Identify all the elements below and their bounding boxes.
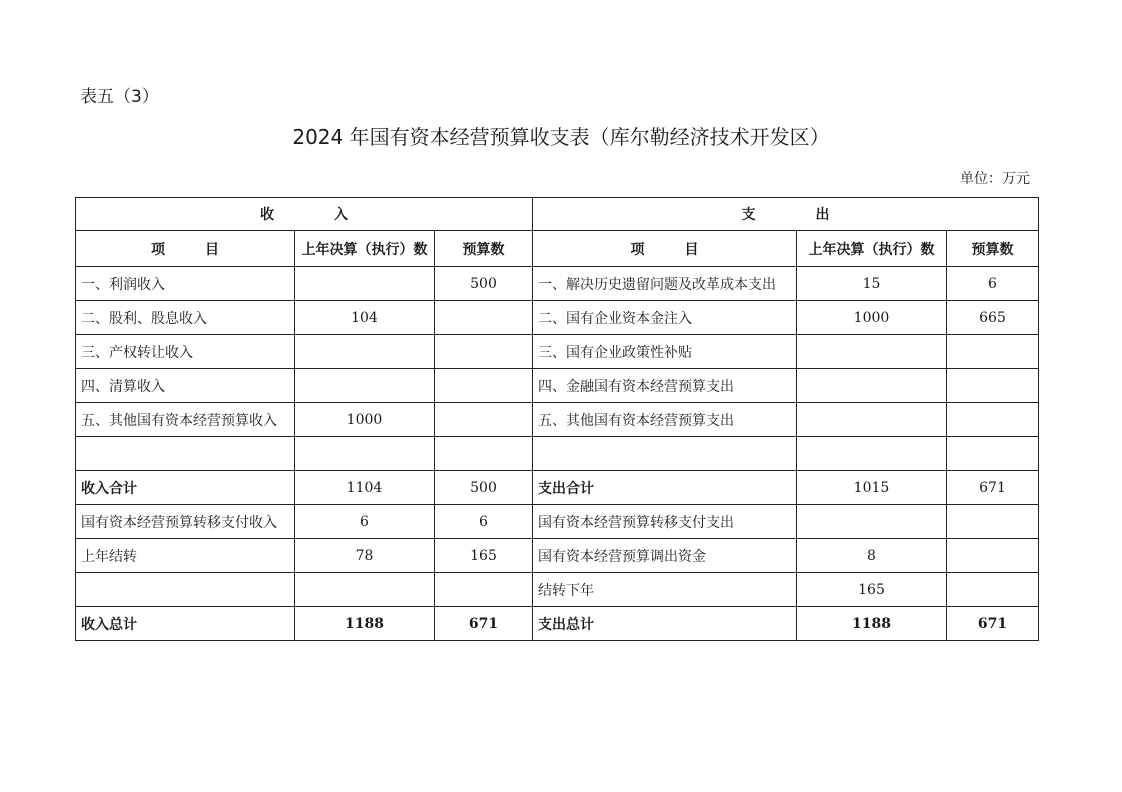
table-row [76,267,1039,301]
income-prev-year-cell [295,573,435,607]
income-item-cell [76,437,295,471]
expense-item-cell: 二、国有企业资本金注入 [533,301,797,335]
income-item-cell: 四、清算收入 [76,369,295,403]
expense-item-cell: 三、国有企业政策性补贴 [533,335,797,369]
income-item-cell [76,573,295,607]
income-budget-cell: 671 [435,607,533,641]
income-item-cell: 五、其他国有资本经营预算收入 [76,403,295,437]
expense-prev-year-cell: 8 [797,539,947,573]
income-item-cell: 上年结转 [76,539,295,573]
expense-prev-year-cell: 1188 [797,607,947,641]
expense-budget-header: 预算数 [947,231,1039,267]
income-item-cell: 收入总计 [76,607,295,641]
table-row [76,403,1039,437]
expense-budget-cell: 6 [947,267,1039,301]
income-item-header: 项目 [76,231,295,267]
income-item-cell: 国有资本经营预算转移支付收入 [76,505,295,539]
income-prev-year-cell [295,267,435,301]
income-budget-cell [435,573,533,607]
expense-item-cell: 国有资本经营预算转移支付支出 [533,505,797,539]
expense-prev-year-cell: 165 [797,573,947,607]
income-budget-cell [435,335,533,369]
expense-budget-cell [947,573,1039,607]
expense-section-header: 支出 [533,198,1039,231]
table-row [76,607,1039,641]
income-item-cell: 二、股利、股息收入 [76,301,295,335]
expense-budget-cell [947,335,1039,369]
expense-item-cell: 支出合计 [533,471,797,505]
expense-prev-year-cell: 15 [797,267,947,301]
table-row [76,573,1039,607]
expense-budget-cell: 671 [947,471,1039,505]
table-row [76,301,1039,335]
income-prev-year-cell: 1188 [295,607,435,641]
income-section-header: 收入 [76,198,533,231]
table-row [76,539,1039,573]
expense-item-cell: 一、解决历史遗留问题及改革成本支出 [533,267,797,301]
income-prev-year-header: 上年决算（执行）数 [295,231,435,267]
income-prev-year-cell [295,335,435,369]
expense-budget-cell [947,539,1039,573]
expense-budget-cell: 665 [947,301,1039,335]
expense-prev-year-cell [797,369,947,403]
income-budget-cell [435,437,533,471]
expense-item-cell [533,437,797,471]
income-budget-header: 预算数 [435,231,533,267]
income-budget-cell: 6 [435,505,533,539]
section-header-row [76,198,1039,231]
income-budget-cell [435,369,533,403]
table-row [76,505,1039,539]
income-item-cell: 三、产权转让收入 [76,335,295,369]
table-row [76,471,1039,505]
income-prev-year-cell: 1000 [295,403,435,437]
income-budget-cell: 500 [435,471,533,505]
income-item-cell: 收入合计 [76,471,295,505]
expense-prev-year-cell [797,437,947,471]
income-prev-year-cell [295,369,435,403]
table-label: 表五（3） [80,87,159,107]
expense-budget-cell [947,403,1039,437]
column-header-row [76,231,1039,267]
expense-prev-year-cell [797,505,947,539]
expense-prev-year-header: 上年决算（执行）数 [797,231,947,267]
expense-item-cell: 四、金融国有资本经营预算支出 [533,369,797,403]
table-row [76,369,1039,403]
table-row [76,437,1039,471]
unit-note: 单位：万元 [960,171,1030,187]
expense-prev-year-cell [797,403,947,437]
expense-budget-cell: 671 [947,607,1039,641]
page-title: 2024 年国有资本经营预算收支表（库尔勒经济技术开发区） [292,125,830,149]
expense-budget-cell [947,505,1039,539]
income-budget-cell: 500 [435,267,533,301]
expense-item-cell: 结转下年 [533,573,797,607]
income-prev-year-cell: 104 [295,301,435,335]
income-prev-year-cell: 1104 [295,471,435,505]
income-budget-cell [435,301,533,335]
income-prev-year-cell [295,437,435,471]
table-row [76,335,1039,369]
income-budget-cell: 165 [435,539,533,573]
budget-table [75,197,1039,641]
expense-prev-year-cell: 1000 [797,301,947,335]
expense-item-header: 项目 [533,231,797,267]
income-prev-year-cell: 6 [295,505,435,539]
expense-prev-year-cell [797,335,947,369]
expense-budget-cell [947,437,1039,471]
expense-budget-cell [947,369,1039,403]
income-budget-cell [435,403,533,437]
income-item-cell: 一、利润收入 [76,267,295,301]
expense-item-cell: 支出总计 [533,607,797,641]
expense-prev-year-cell: 1015 [797,471,947,505]
expense-item-cell: 五、其他国有资本经营预算支出 [533,403,797,437]
expense-item-cell: 国有资本经营预算调出资金 [533,539,797,573]
income-prev-year-cell: 78 [295,539,435,573]
